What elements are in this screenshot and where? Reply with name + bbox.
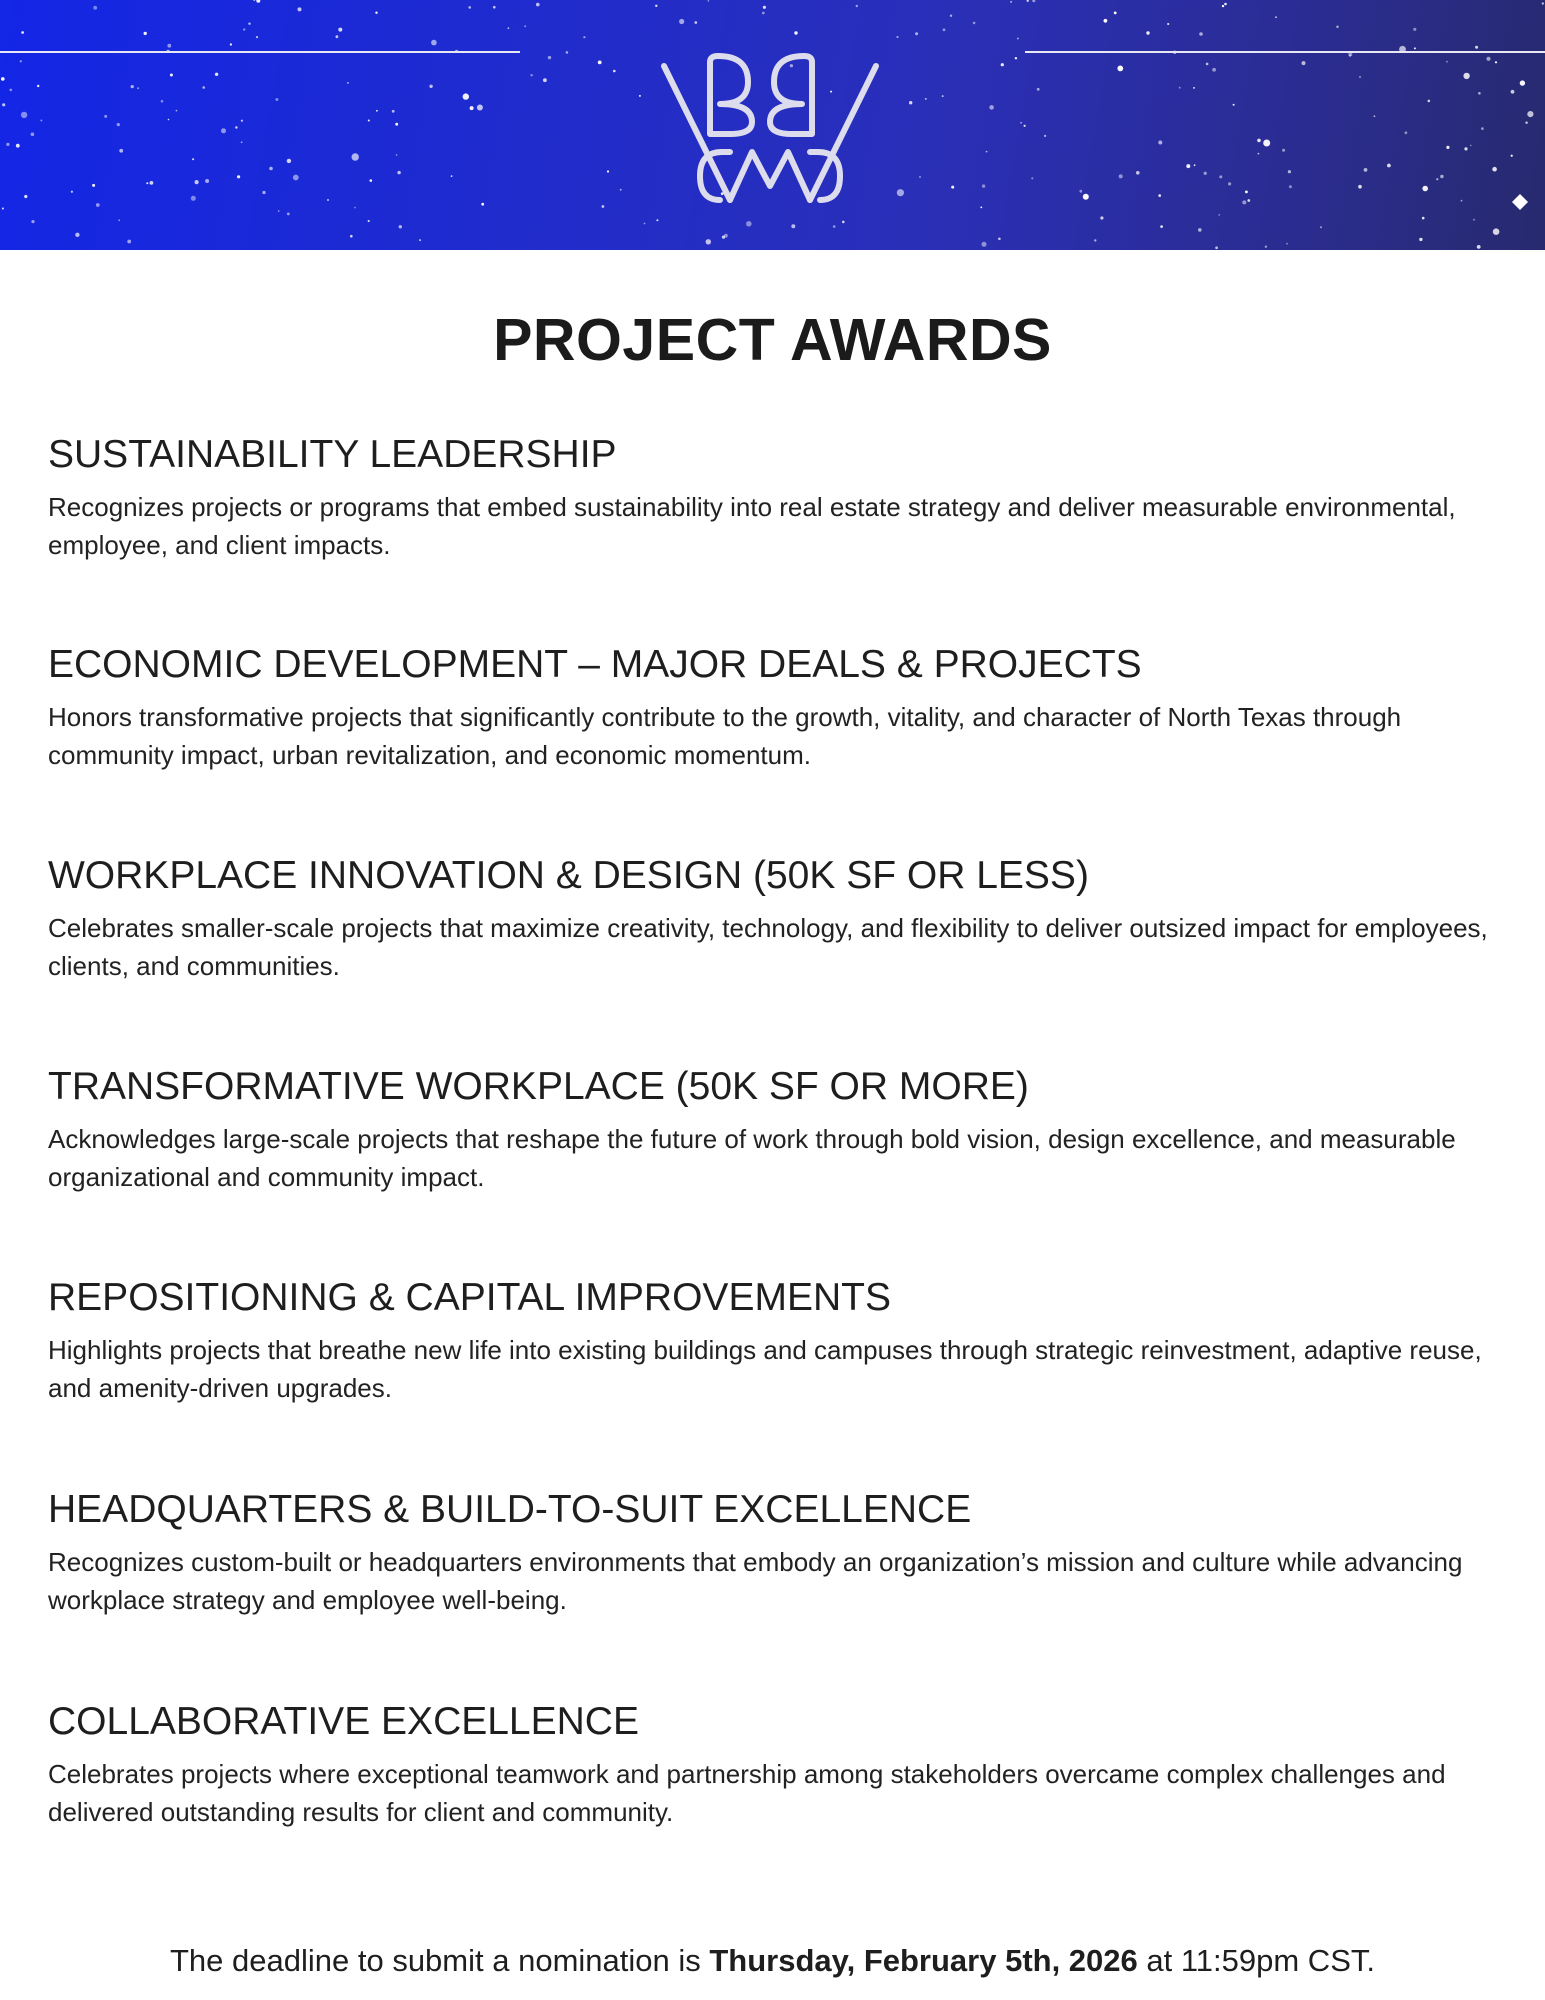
award-item-transformative-workplace	[48, 1062, 1498, 1196]
award-title: SUSTAINABILITY LEADERSHIP	[48, 433, 617, 476]
banner-divider-right	[1025, 51, 1545, 53]
award-description: Honors transformative projects that significantly contribute to the growth, vitality, and character of North Texas through community impact, urban revitalization, and economic momentum.	[48, 702, 1402, 770]
page-title: PROJECT AWARDS	[493, 307, 1052, 373]
award-item-workplace-innovation	[48, 851, 1498, 985]
award-description: Acknowledges large-scale projects that reshape the future of work through bold vision, design excellence, and measurable organizational and community impact.	[48, 1124, 1456, 1192]
award-title: TRANSFORMATIVE WORKPLACE (50K SF OR MORE)	[48, 1065, 1029, 1108]
award-title: ECONOMIC DEVELOPMENT – MAJOR DEALS & PROJECTS	[48, 643, 1142, 686]
award-description: Recognizes custom-built or headquarters environments that embody an organization’s mission and culture while advancing workplace strategy and employee well-being.	[48, 1547, 1463, 1615]
award-item-economic-development	[48, 640, 1498, 774]
award-description: Recognizes projects or programs that embed sustainability into real estate strategy and deliver measurable environmental, employee, and client impacts.	[48, 492, 1456, 560]
deadline-notice	[0, 1939, 1545, 1983]
award-description: Celebrates smaller-scale projects that maximize creativity, technology, and flexibility to deliver outsized impact for employees, clients, and communities.	[48, 913, 1488, 981]
award-title: WORKPLACE INNOVATION & DESIGN (50K SF OR LESS)	[48, 854, 1089, 897]
award-description: Celebrates projects where exceptional teamwork and partnership among stakeholders overcame complex challenges and delivered outstanding results for client and community.	[48, 1759, 1446, 1827]
award-title: HEADQUARTERS & BUILD-TO-SUIT EXCELLENCE	[48, 1488, 972, 1531]
award-title: REPOSITIONING & CAPITAL IMPROVEMENTS	[48, 1276, 891, 1319]
award-item-sustainability	[48, 430, 1498, 564]
deadline-suffix: at 11:59pm CST.	[1137, 1943, 1375, 1978]
deadline-date: Thursday, February 5th, 2026	[709, 1943, 1138, 1978]
deadline-prefix: The deadline to submit a nomination is	[169, 1943, 710, 1978]
award-item-collaborative-excellence	[48, 1697, 1498, 1831]
award-item-repositioning	[48, 1273, 1498, 1407]
award-title: COLLABORATIVE EXCELLENCE	[48, 1700, 639, 1743]
bw-monogram-logo	[660, 52, 880, 204]
award-description: Highlights projects that breathe new life into existing buildings and campuses through strategic reinvestment, adaptive reuse, and amenity-driven upgrades.	[48, 1335, 1482, 1403]
banner-divider-left	[0, 51, 520, 53]
header-banner	[0, 0, 1545, 250]
award-item-headquarters	[48, 1485, 1498, 1619]
